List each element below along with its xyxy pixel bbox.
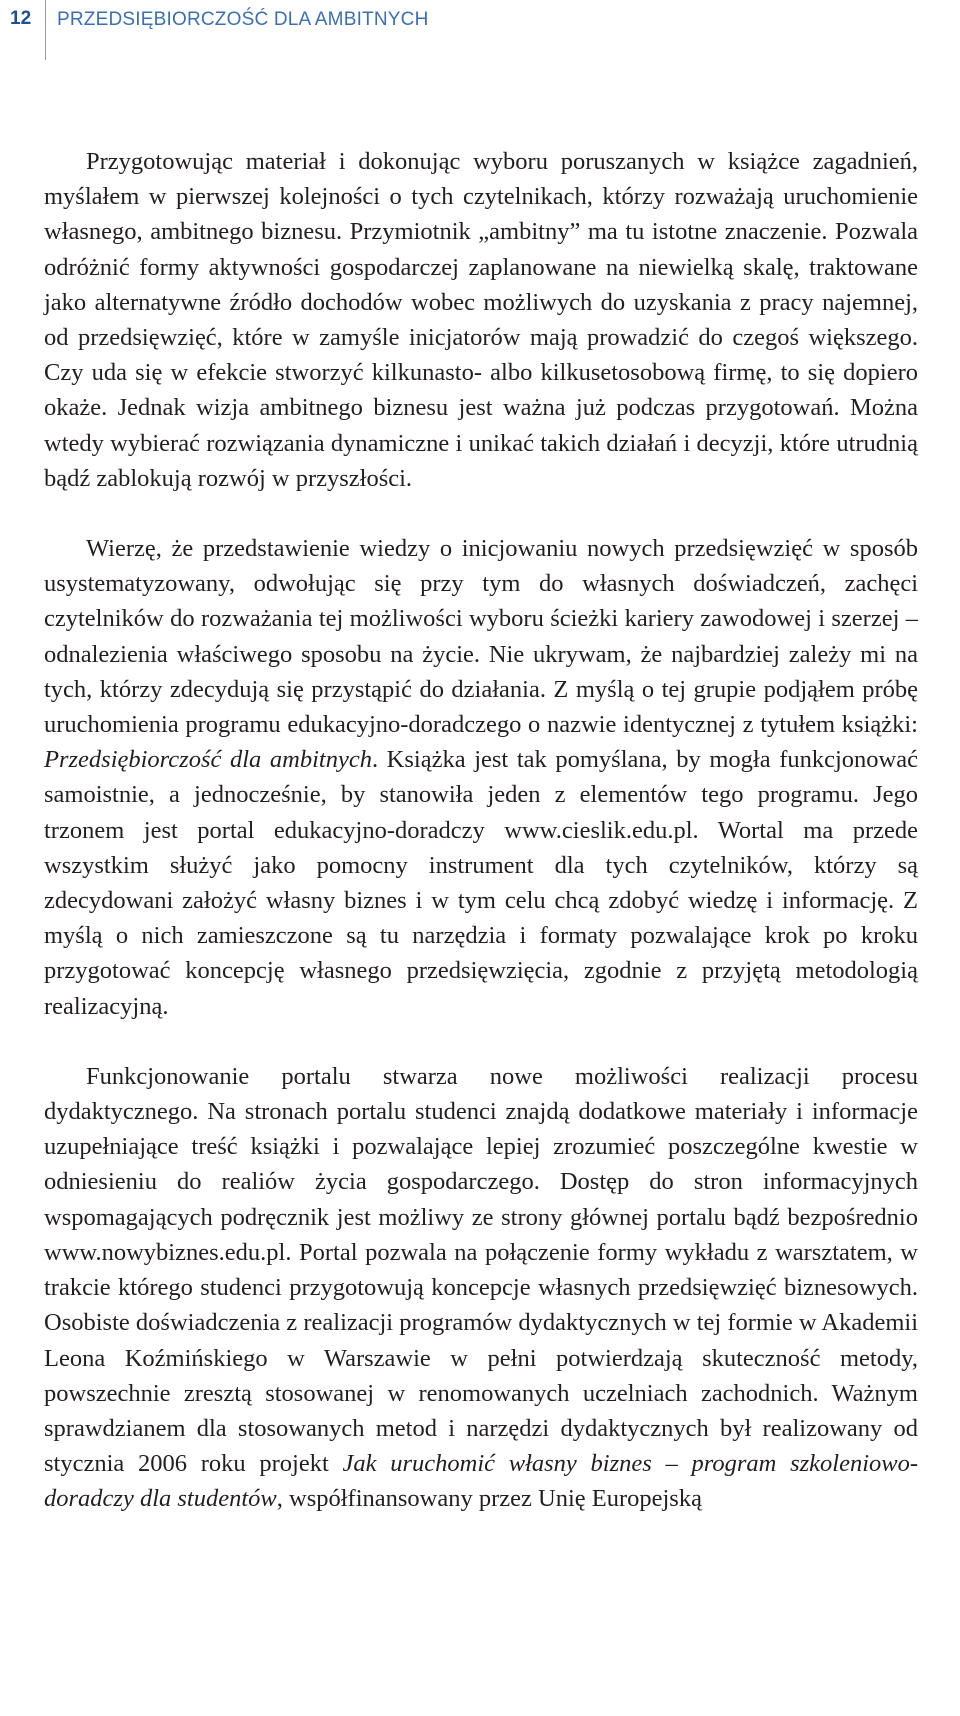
project-title-italic: Jak uruchomić własny biznes – program szkoleniowo-doradczy dla studentów bbox=[44, 1450, 919, 1513]
paragraph-1-text: Przygotowując materiał i dokonując wyboru poruszanych w książce zagadnień, myślałem w pierwszej kolejności o tych czytelnikach, którzy rozważają uruchomienie własnego, ambitnego biznesu. Przymiotnik „ambitny” ma tu istotne znaczenie. Pozwala odróżnić formy aktywności gospodarczej zaplanowane na niewielką skalę, traktowane jako alternatywne źródło dochodów wobec możliwych do uzyskania z pracy najemnej, od przedsięwzięć, które w zamyśle inicjatorów mają prowadzić do czegoś większego. Czy uda się w efekcie stworzyć kilkunasto- albo kilkusetosobową firmę, to się dopiero okaże. Jednak wizja ambitnego biznesu jest ważna już podczas przygotowań. Można wtedy wybierać rozwiązania dynamiczne i unikać takich działań i decyzji, które utrudnią bądź zablokują rozwój w przyszłości. bbox=[44, 148, 918, 492]
header-divider bbox=[45, 0, 46, 60]
running-title: PRZEDSIĘBIORCZOŚĆ DLA AMBITNYCH bbox=[57, 9, 429, 30]
book-title-italic: Przedsiębiorczość dla ambitnych bbox=[44, 746, 372, 774]
paragraph-2-text-end: . Książka jest tak pomyślana, by mogła funkcjonować samoistnie, a jednocześnie, by stanowiła jeden z elementów tego programu. Jego trzonem jest portal edukacyjno-doradczy www.cieslik.edu.pl. Wortal ma przede wszystkim służyć jako pomocny instrument dla tych czytelników, którzy są zdecydowani założyć własny biznes i w tym celu chcą zdobyć wiedzę i informację. Z myślą o nich zamieszczone są tu narzędzia i formaty pozwalające krok po kroku przygotować koncepcję własnego przedsięwzięcia, zgodnie z przyjętą metodologią realizacyjną. bbox=[44, 746, 918, 1020]
paragraph-3-text-end: , współfinansowany przez Unię Europejską bbox=[276, 1485, 702, 1513]
body-text bbox=[44, 144, 918, 1517]
paragraph-3-text-start: Funkcjonowanie portalu stwarza nowe możliwości realizacji procesu dydaktycznego. Na stronach portalu studenci znajdą dodatkowe materiały i informacje uzupełniające treść książki i pozwalające lepiej zrozumieć poszczególne kwestie w odniesieniu do realiów życia gospodarczego. Dostęp do stron informacyjnych wspomagających podręcznik jest możliwy ze strony głównej portalu bądź bezpośrednio www.nowybiznes.edu.pl. Portal pozwala na połączenie formy wykładu z warsztatem, w trakcie którego studenci przygotowują koncepcje własnych przedsięwzięć biznesowych. Osobiste doświadczenia z realizacji programów dydaktycznych w tej formie w Akademii Leona Koźmińskiego w Warszawie w pełni potwierdzają skuteczność metody, powszechnie zresztą stosowanej w renomowanych uczelniach zachodnich. Ważnym sprawdzianem dla stosowanych metod i narzędzi dydaktycznych był realizowany od stycznia 2006 roku projekt bbox=[44, 1062, 918, 1478]
paragraph-2-text-start: Wierzę, że przedstawienie wiedzy o inicjowaniu nowych przedsięwzięć w sposób usystematyzowany, odwołując się przy tym do własnych doświadczeń, zachęci czytelników do rozważania tej możliwości wyboru ścieżki kariery zawodowej i szerzej – odnalezienia właściwego sposobu na życie. Nie ukrywam, że najbardziej zależy mi na tych, którzy zdecydują się przystąpić do działania. Z myślą o tej grupie podjąłem próbę uruchomienia programu edukacyjno-doradczego o nazwie identycznej z tytułem książki: bbox=[44, 535, 918, 739]
paragraph-3 bbox=[44, 1059, 918, 1517]
page-header bbox=[0, 0, 960, 60]
paragraph-2 bbox=[44, 531, 918, 1024]
page-number: 12 bbox=[10, 8, 32, 29]
paragraph-1 bbox=[44, 144, 918, 496]
